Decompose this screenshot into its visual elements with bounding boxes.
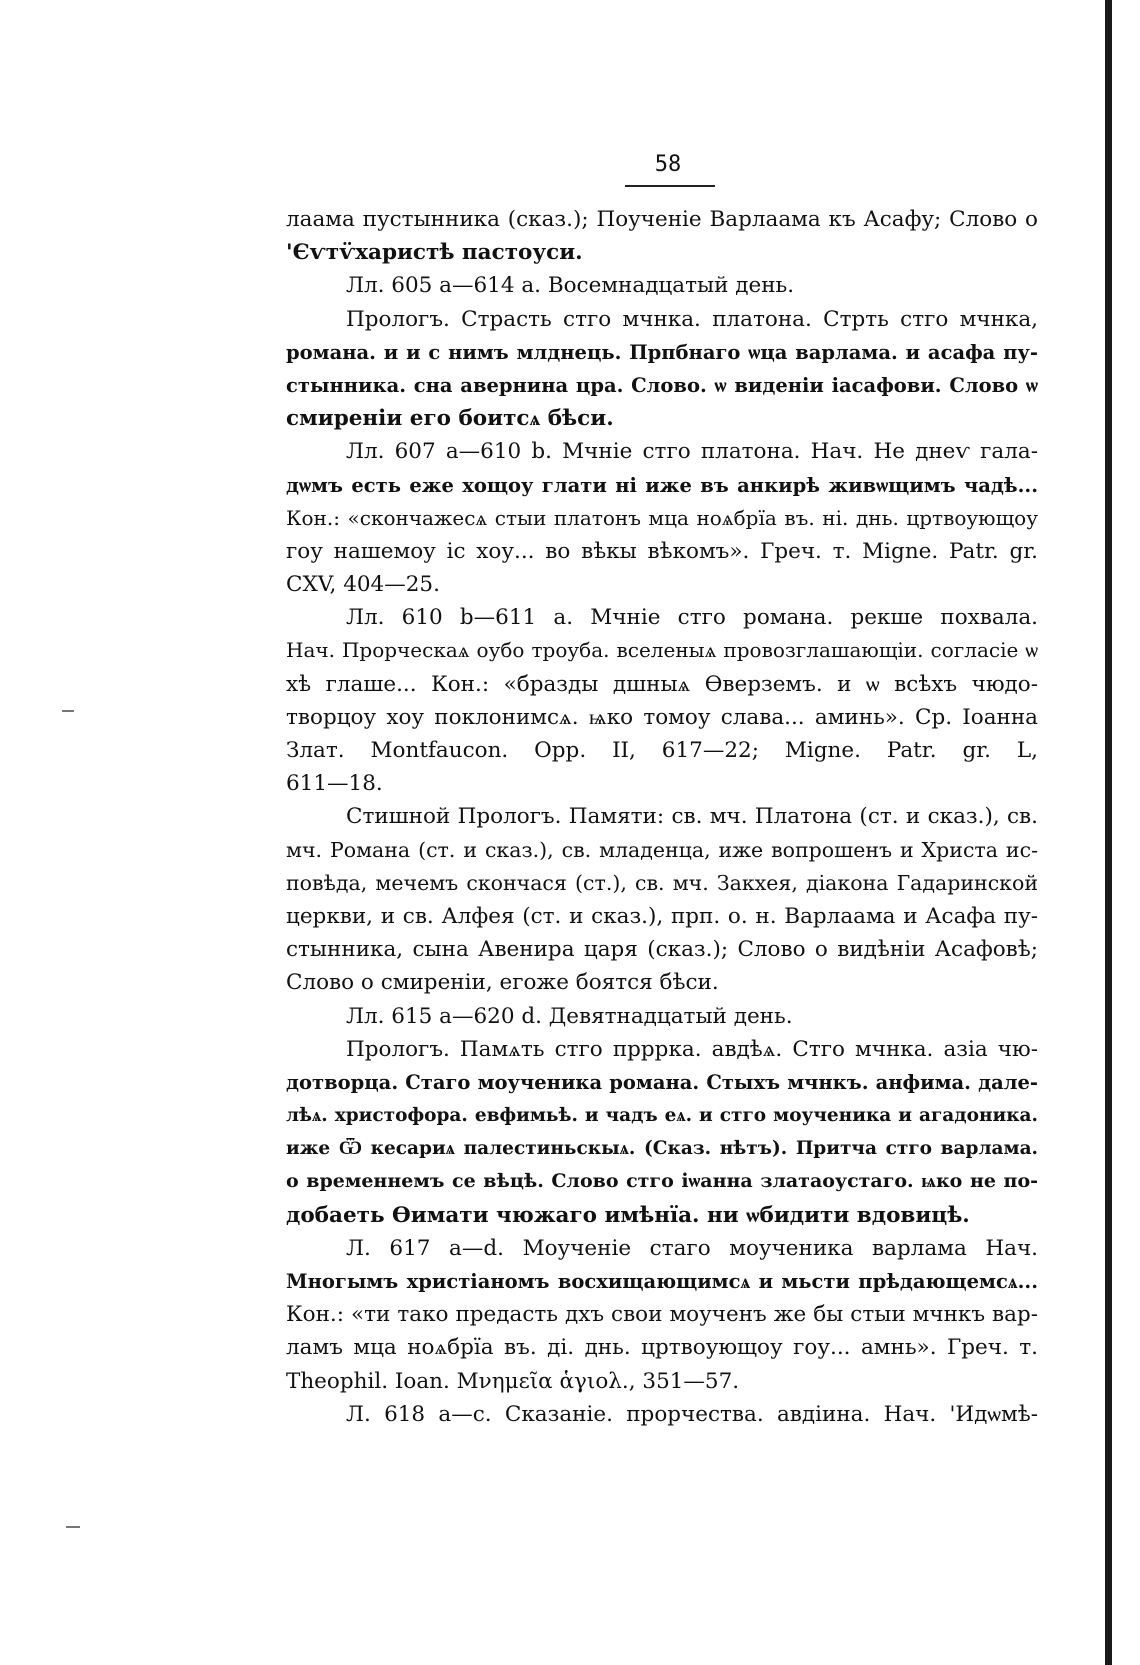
text-line: дѡмъ есть еже хощоу глати ні иже въ анкирѣ живѡщимъ чадѣ... [286,473,1038,497]
text-line: Лл. 605 а—614 а. Восемнадцатый день. [346,273,795,299]
text-line: о временнемъ се вѣцѣ. Слово стго іѡанна златаоустаго. ѩко не по- [286,1170,1038,1193]
text-line: 'Єѵтѵ̈харистѣ пастоуси. [286,240,583,266]
text-line: хѣ глаше... Кон.: «бразды дшныѧ Ѳверземъ. и ѡ всѣхъ чюдо- [286,671,1038,697]
text-line: иже Ѿ кесариѧ палестиньскыѧ. (Сказ. нѣтъ). Притча стго варлама. [286,1138,1038,1160]
text-block [286,203,1038,1431]
text-line: Стишной Прологъ. Памяти: св. мч. Платона (ст. и сказ.), св. [346,804,1038,830]
text-line: лѣѧ. христофора. евфимьѣ. и чадъ еѧ. и стго моученика и агадоника. [286,1105,1038,1127]
text-line: ламъ мца ноѧбрїа въ. ді. днь. цртвоующоу гоу... амнь». Греч. т. [286,1335,1038,1361]
text-line: Слово о смиреніи, егоже боятся бѣси. [286,970,719,996]
margin-mark [62,710,74,712]
text-line: Л. 618 а—с. Сказаніе. прорчества. авдіина. Нач. 'Идѡмѣ- [346,1401,1038,1427]
text-line: 611—18. [286,771,383,797]
text-line: Нач. Прорческаѧ оубо троуба. вселеныѧ провозглашающіи. согласіе ѡ [286,638,1038,663]
text-line: Прологъ. Памѧть стго прррка. авдѣѧ. Стго мчнка. азіа чю- [346,1036,1038,1062]
page-number-rule [625,185,715,187]
text-line: Злат. Montfaucon. Opp. II, 617—22; Migne. Patr. gr. L, [286,738,1038,763]
text-line: Многымъ христіаномъ восхищающимсѧ и мьсти прѣдающемсѧ... [286,1270,1038,1293]
text-line: повѣда, мечемъ скончася (ст.), св. мч. Закхея, діакона Гадаринской [286,870,1038,895]
text-line: Лл. 610 b—611 а. Мчніе стго романа. рекше похвала. [346,605,1038,631]
text-line: романа. и и с нимъ млднець. Прпбнаго ѡца варлама. и асафа пу- [286,340,1038,364]
text-line: Лл. 615 а—620 d. Девятнадцатый день. [346,1003,793,1029]
text-line: смиреніи его боитсѧ бѣси. [286,406,614,432]
text-line: лаама пустынника (сказ.); Поученіе Варлаама къ Асафу; Слово о [286,207,1038,232]
page-number: 58 [654,152,682,177]
text-line: Лл. 607 а—610 b. Мчніе стго платона. Нач. Не днеѵ гала- [346,439,1038,465]
text-line: Л. 617 а—d. Моученіе стаго моученика варлама Нач. [346,1235,1038,1261]
text-line: церкви, и св. Алфея (ст. и сказ.), прп. о. н. Варлаама и Асафа пу- [286,903,1038,929]
text-line: гоу нашемоу іс хоу... во вѣкы вѣкомъ». Греч. т. Migne. Patr. gr. [286,538,1038,564]
page-edge-shadow [1105,0,1112,1665]
text-line: Кон.: «ти тако предасть дхъ свои моученъ же бы стыи мчнкъ вар- [286,1302,1038,1328]
text-line: CXV, 404—25. [286,572,440,598]
text-line: мч. Романа (ст. и сказ.), св. младенца, иже вопрошенъ и Христа ис- [286,837,1038,862]
margin-mark [66,1526,80,1528]
text-line: творцоу хоу поклонимсѧ. ѩко томоу слава... аминь». Ср. Іоанна [286,704,1038,730]
text-line: Кон.: «скончажесѧ стыи платонъ мца ноѧбрїа въ. ні. днь. цртвоующоу [286,505,1038,530]
text-line: стынника. сна авернина цра. Слово. ѡ виденіи іасафови. Слово ѡ [286,373,1038,397]
text-line: Прологъ. Страсть стго мчнка. платона. Стрть стго мчнка, [346,306,1038,332]
text-line: Theophil. Ioan. Μνημεῖα ἁγιολ., 351—57. [286,1368,740,1394]
text-line: дотворца. Стаго моученика романа. Стыхъ мчнкъ. анфима. дале- [286,1070,1038,1094]
text-line: добаеть Ѳимати чюжаго имѣнїа. ни ѡбидити вдовицѣ. [286,1202,970,1228]
text-line: стынника, сына Авенира царя (сказ.); Слово о видѣніи Асафовѣ; [286,937,1038,963]
